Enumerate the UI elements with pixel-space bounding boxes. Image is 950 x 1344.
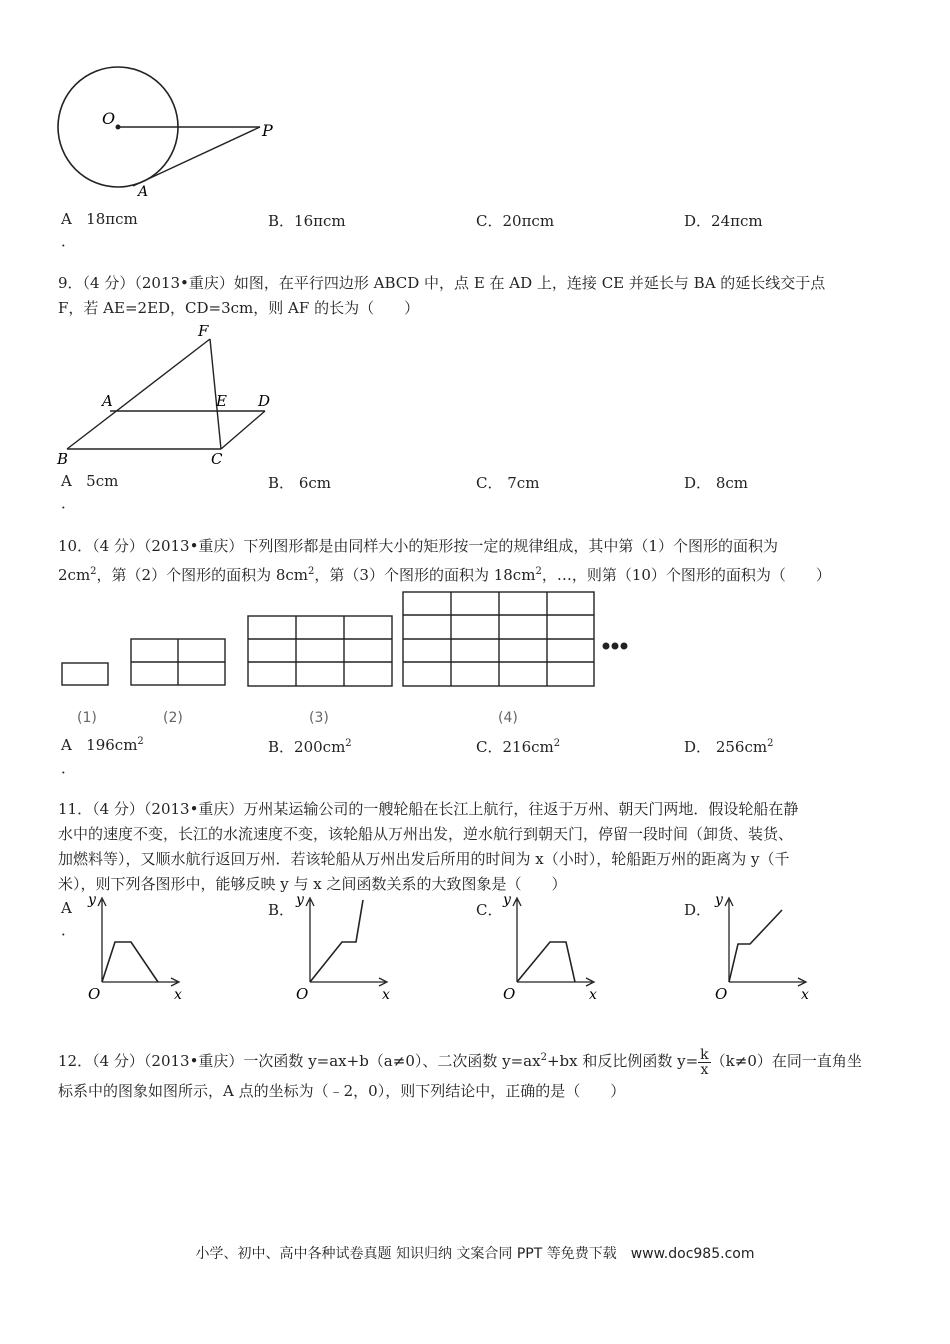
q11-line-1: 11．（4 分）（2013•重庆）万州某运输公司的一艘轮船在长江上航行，往返于万州、朝天门两地．假设轮船在静 — [58, 800, 799, 818]
q9-parallelogram-figure — [55, 322, 295, 472]
q11-graph-b-y-label: y — [296, 892, 304, 908]
q11-option-b[interactable]: B． — [268, 901, 295, 919]
q11-graph-a-origin: O — [88, 985, 101, 1003]
q10-caption-1: (1) — [77, 710, 97, 726]
q11-graph-b-x-label: x — [382, 987, 390, 1003]
q9-option-b[interactable]: B． 6cm — [268, 474, 331, 492]
q10-caption-4: (4) — [498, 710, 518, 726]
q9-option-d[interactable]: D． 8cm — [684, 474, 748, 492]
q10-caption-2: (2) — [163, 710, 183, 726]
q11-graph-c-x-label: x — [589, 987, 597, 1003]
q8-option-b[interactable]: B．16πcm — [268, 212, 346, 230]
q10-question — [58, 534, 898, 588]
q8-option-a-dot: ． — [61, 232, 77, 250]
q11-option-c[interactable]: C． — [476, 901, 503, 919]
q11-line-3: 加燃料等），又顺水航行返回万州．若该轮船从万州出发后所用的时间为 x（小时），轮船距万州的距离为 y（千 — [58, 850, 790, 868]
q11-graph-a-x-label: x — [174, 987, 182, 1003]
q10-caption-3: (3) — [309, 710, 329, 726]
q11-graph-c-y-label: y — [503, 892, 511, 908]
q9-line-2: F，若 AE=2ED，CD=3cm，则 AF 的长为（ ） — [58, 299, 420, 317]
q11-option-a-dot: ． — [61, 921, 77, 939]
q8-label-o: O — [102, 109, 116, 128]
q12-line-2: 标系中的图象如图所示，A 点的坐标为（﹣2，0），则下列结论中，正确的是（ ） — [58, 1082, 626, 1100]
q8-circle-figure — [50, 60, 290, 200]
q11-graph-c — [500, 892, 610, 1004]
q8-label-p: P — [262, 121, 273, 140]
q9-label-e: E — [216, 392, 227, 410]
q9-option-a[interactable]: A 5cm — [61, 472, 119, 490]
q10-line-1: 10．（4 分）（2013•重庆）下列图形都是由同样大小的矩形按一定的规律组成，其中第（1）个图形的面积为 — [58, 537, 778, 555]
q11-option-a[interactable]: A — [61, 899, 72, 917]
q11-graph-a-y-label: y — [88, 892, 96, 908]
q10-option-c[interactable]: C．$216cm^2$ — [476, 738, 561, 756]
q9-line-1: 9．（4 分）（2013•重庆）如图，在平行四边形 ABCD 中，点 E 在 AD 上，连接 CE 并延长与 BA 的延长线交于点 — [58, 274, 826, 292]
q8-label-a: A — [138, 184, 149, 200]
q11-line-4: 米），则下列各图形中，能够反映 y 与 x 之间函数关系的大致图象是（ ） — [58, 875, 567, 893]
q11-line-2: 水中的速度不变，长江的水流速度不变，该轮船从万州出发，逆水航行到朝天门，停留一段时间（卸货、装货、 — [58, 825, 794, 843]
q12-fraction: $\frac{k}{x}$ — [700, 1046, 709, 1078]
q10-option-d[interactable]: D． $256cm^2$ — [684, 738, 774, 756]
q8-option-a[interactable]: A 18πcm — [61, 210, 138, 228]
q9-label-c: C — [211, 450, 223, 468]
q11-graph-d-y-label: y — [715, 892, 723, 908]
page-footer: 小学、初中、高中各种试卷真题 知识归纳 文案合同 PPT 等免费下载 www.doc985.com — [195, 1246, 755, 1262]
q8-option-c[interactable]: C．20πcm — [476, 212, 555, 230]
q9-option-c[interactable]: C． 7cm — [476, 474, 540, 492]
q10-rectangles-figure — [55, 585, 635, 730]
q9-label-f: F — [198, 322, 209, 340]
q11-graph-b-origin: O — [296, 985, 309, 1003]
q11-graph-b — [293, 892, 403, 1004]
q11-graph-c-origin: O — [503, 985, 516, 1003]
q11-graph-d-origin: O — [715, 985, 728, 1003]
q11-graph-d-x-label: x — [801, 987, 809, 1003]
q12-line-1: 12．（4 分）（2013•重庆）一次函数 y=ax+b（a≠0）、二次函数 $y=ax^2+bx$ 和反比例函数 y= $\frac{k}{x}$ （k≠0）在同一直角坐 — [58, 1046, 862, 1078]
q9-label-b: B — [57, 450, 69, 468]
q10-option-a-dot: ． — [61, 759, 77, 777]
q11-option-d[interactable]: D． — [684, 901, 712, 919]
q8-option-d[interactable]: D．24πcm — [684, 212, 763, 230]
q11-graph-d — [712, 892, 822, 1004]
q12-question — [58, 1040, 898, 1104]
q9-label-a: A — [102, 392, 113, 410]
q11-question — [58, 797, 898, 897]
q9-label-d: D — [258, 392, 271, 410]
q10-option-a[interactable]: A $196cm^2$ — [61, 736, 144, 754]
q9-question — [58, 271, 898, 321]
q9-option-a-dot: ． — [61, 494, 77, 512]
q11-graph-a — [85, 892, 195, 1004]
q10-line-2: $2cm^2$，第（2）个图形的面积为 $8cm^2$，第（3）个图形的面积为 $18cm^2$，…，则第（10）个图形的面积为（ ） — [58, 566, 831, 584]
q10-option-b[interactable]: B．$200cm^2$ — [268, 738, 352, 756]
